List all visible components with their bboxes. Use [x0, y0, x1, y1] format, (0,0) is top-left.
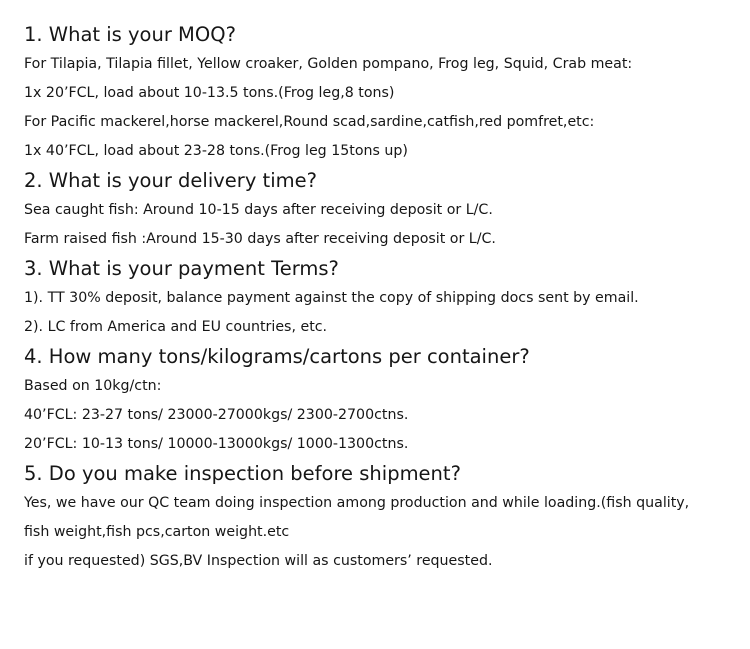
faq-question-delivery-time: 2. What is your delivery time? — [24, 169, 317, 192]
faq-answer-line: fish weight,fish pcs,carton weight.etc — [24, 524, 290, 540]
faq-answer-line: Farm raised fish :Around 15-30 days after receiving deposit or L/C. — [24, 231, 496, 247]
faq-answer-line: 1x 20’FCL, load about 10-13.5 tons.(Frog leg,8 tons) — [24, 85, 395, 101]
faq-answer-line: 2). LC from America and EU countries, etc. — [24, 319, 328, 335]
faq-answer-line: Yes, we have our QC team doing inspection among production and while loading.(fish quality, — [24, 495, 690, 511]
faq-answer-line: 1x 40’FCL, load about 23-28 tons.(Frog leg 15tons up) — [24, 143, 408, 159]
faq-answer-line: For Pacific mackerel,horse mackerel,Round scad,sardine,catfish,red pomfret,etc: — [24, 114, 595, 130]
faq-answer-line: Sea caught fish: Around 10-15 days after receiving deposit or L/C. — [24, 202, 493, 218]
faq-answer-line: Based on 10kg/ctn: — [24, 378, 162, 394]
faq-question-inspection: 5. Do you make inspection before shipment? — [24, 462, 461, 485]
faq-question-container-capacity: 4. How many tons/kilograms/cartons per container? — [24, 345, 530, 368]
faq-answer-line: if you requested) SGS,BV Inspection will as customers’ requested. — [24, 553, 493, 569]
faq-answer-line: 1). TT 30% deposit, balance payment against the copy of shipping docs sent by email. — [24, 290, 639, 306]
faq-question-payment-terms: 3. What is your payment Terms? — [24, 257, 339, 280]
faq-answer-line: For Tilapia, Tilapia fillet, Yellow croaker, Golden pompano, Frog leg, Squid, Crab meat: — [24, 56, 633, 72]
faq-answer-line: 20’FCL: 10-13 tons/ 10000-13000kgs/ 1000-1300ctns. — [24, 436, 409, 452]
faq-answer-line: 40’FCL: 23-27 tons/ 23000-27000kgs/ 2300-2700ctns. — [24, 407, 409, 423]
faq-question-moq: 1. What is your MOQ? — [24, 23, 236, 46]
